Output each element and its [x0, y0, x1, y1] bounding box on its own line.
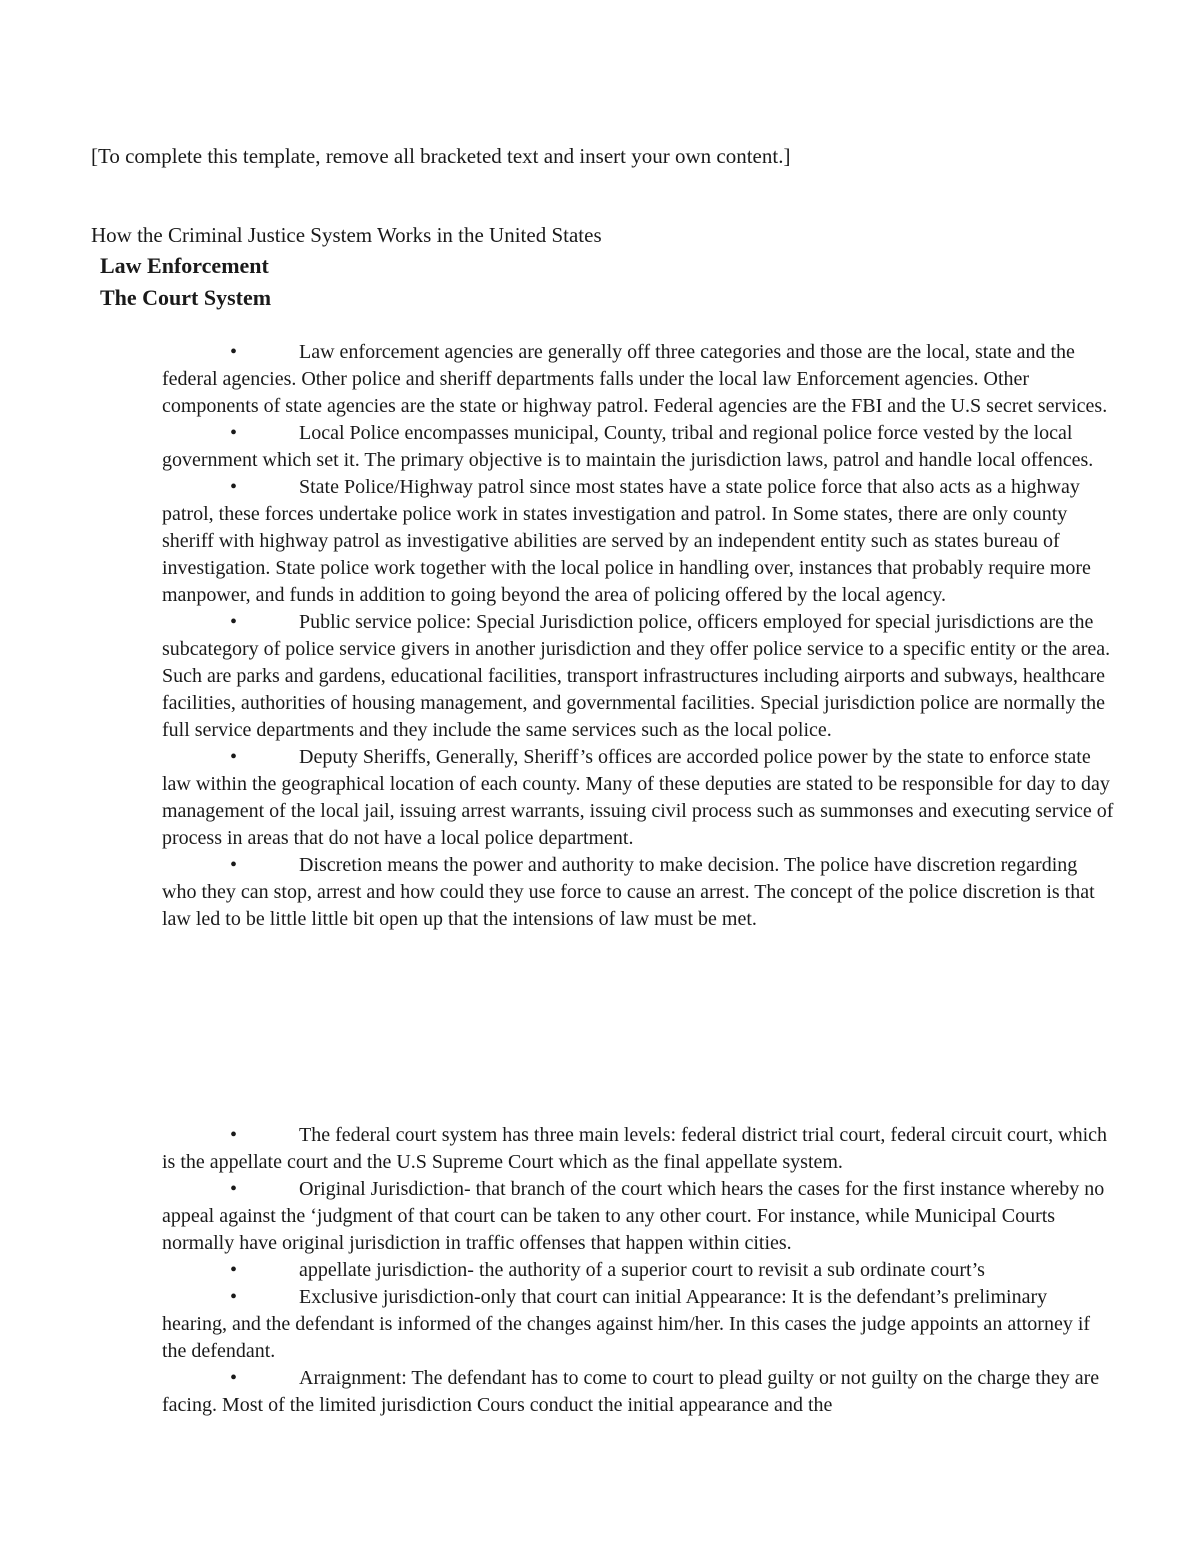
bullet-icon: •	[230, 1286, 238, 1308]
list-item	[162, 1176, 1114, 1257]
court-system-bullet-list	[162, 1122, 1114, 1419]
bullet-icon: •	[230, 476, 238, 498]
list-item	[162, 1365, 1114, 1419]
list-item-text: Discretion means the power and authority to make decision. The police have discretion regarding who they can stop, arrest and how could they use force to cause an arrest. The concept of the police discretion is that law led to be little little bit open up that the intensions of law must be met.	[162, 854, 1095, 930]
list-item	[162, 339, 1114, 420]
bullet-icon: •	[230, 422, 238, 444]
list-item-text: appellate jurisdiction- the authority of a superior court to revisit a sub ordinate court’s	[299, 1259, 985, 1281]
list-item	[162, 420, 1114, 474]
list-item-text: The federal court system has three main levels: federal district trial court, federal circuit court, which is the appellate court and the U.S Supreme Court which as the final appellate system.	[162, 1124, 1107, 1173]
list-item-text: Local Police encompasses municipal, County, tribal and regional police force vested by the local government which set it. The primary objective is to maintain the jurisdiction laws, patrol and handle local offences.	[162, 422, 1094, 471]
bullet-icon: •	[230, 1178, 238, 1200]
bullet-icon: •	[230, 1124, 238, 1146]
list-item-text: Law enforcement agencies are generally off three categories and those are the local, state and the federal agencies. Other police and sheriff departments falls under the local law Enforcement agencies. Other components of state agencies are the state or highway patrol. Federal agencies are the FBI and the U.S secret services.	[162, 341, 1108, 417]
list-item	[162, 609, 1114, 744]
heading-law-enforcement: Law Enforcement	[100, 253, 269, 278]
bullet-icon: •	[230, 746, 238, 768]
list-item	[162, 1122, 1114, 1176]
bullet-icon: •	[230, 611, 238, 633]
list-item-text: Arraignment: The defendant has to come to court to plead guilty or not guilty on the charge they are facing. Most of the limited jurisdiction Cours conduct the initial appearance and the	[162, 1367, 1100, 1416]
law-enforcement-bullet-list	[162, 339, 1114, 933]
bullet-icon: •	[230, 1367, 238, 1389]
template-instructions: [To complete this template, remove all bracketed text and insert your own content.]	[91, 144, 791, 168]
document-title: How the Criminal Justice System Works in the United States	[91, 223, 602, 247]
list-item	[162, 852, 1114, 933]
bullet-icon: •	[230, 854, 238, 876]
list-item-text: Deputy Sheriffs, Generally, Sheriff’s offices are accorded police power by the state to enforce state law within the geographical location of each county. Many of these deputies are stated to be responsible for day to day management of the local jail, issuing arrest warrants, issuing civil process such as summonses and executing service of process in areas that do not have a local police department.	[162, 746, 1114, 849]
list-item-text: Exclusive jurisdiction-only that court can initial Appearance: It is the defendant’s preliminary hearing, and the defendant is informed of the changes against him/her. In this cases the judge appoints an attorney if the defendant.	[162, 1286, 1091, 1362]
list-item-text: Public service police: Special Jurisdiction police, officers employed for special jurisdictions are the subcategory of police service givers in another jurisdiction and they offer police service to a specific entity or the area. Such are parks and gardens, educational facilities, transport infrastructures including airports and subways, healthcare facilities, authorities of housing management, and governmental facilities. Special jurisdiction police are normally the full service departments and they include the same services such as the local police.	[162, 611, 1111, 741]
list-item	[162, 1284, 1114, 1365]
list-item	[162, 474, 1114, 609]
list-item	[162, 1257, 1114, 1284]
heading-court-system: The Court System	[100, 285, 272, 310]
bullet-icon: •	[230, 1259, 238, 1281]
list-item-text: Original Jurisdiction- that branch of the court which hears the cases for the first instance whereby no appeal against the ‘judgment of that court can be taken to any other court. For instance, while Municipal Courts normally have original jurisdiction in traffic offenses that happen within cities.	[162, 1178, 1105, 1254]
list-item-text: State Police/Highway patrol since most states have a state police force that also acts as a highway patrol, these forces undertake police work in states investigation and patrol. In Some states, there are only county sheriff with highway patrol as investigative abilities are served by an independent entity such as states bureau of investigation. State police work together with the local police in handling over, instances that probably require more manpower, and funds in addition to going beyond the area of policing offered by the local agency.	[162, 476, 1091, 606]
list-item	[162, 744, 1114, 852]
bullet-icon: •	[230, 341, 238, 363]
